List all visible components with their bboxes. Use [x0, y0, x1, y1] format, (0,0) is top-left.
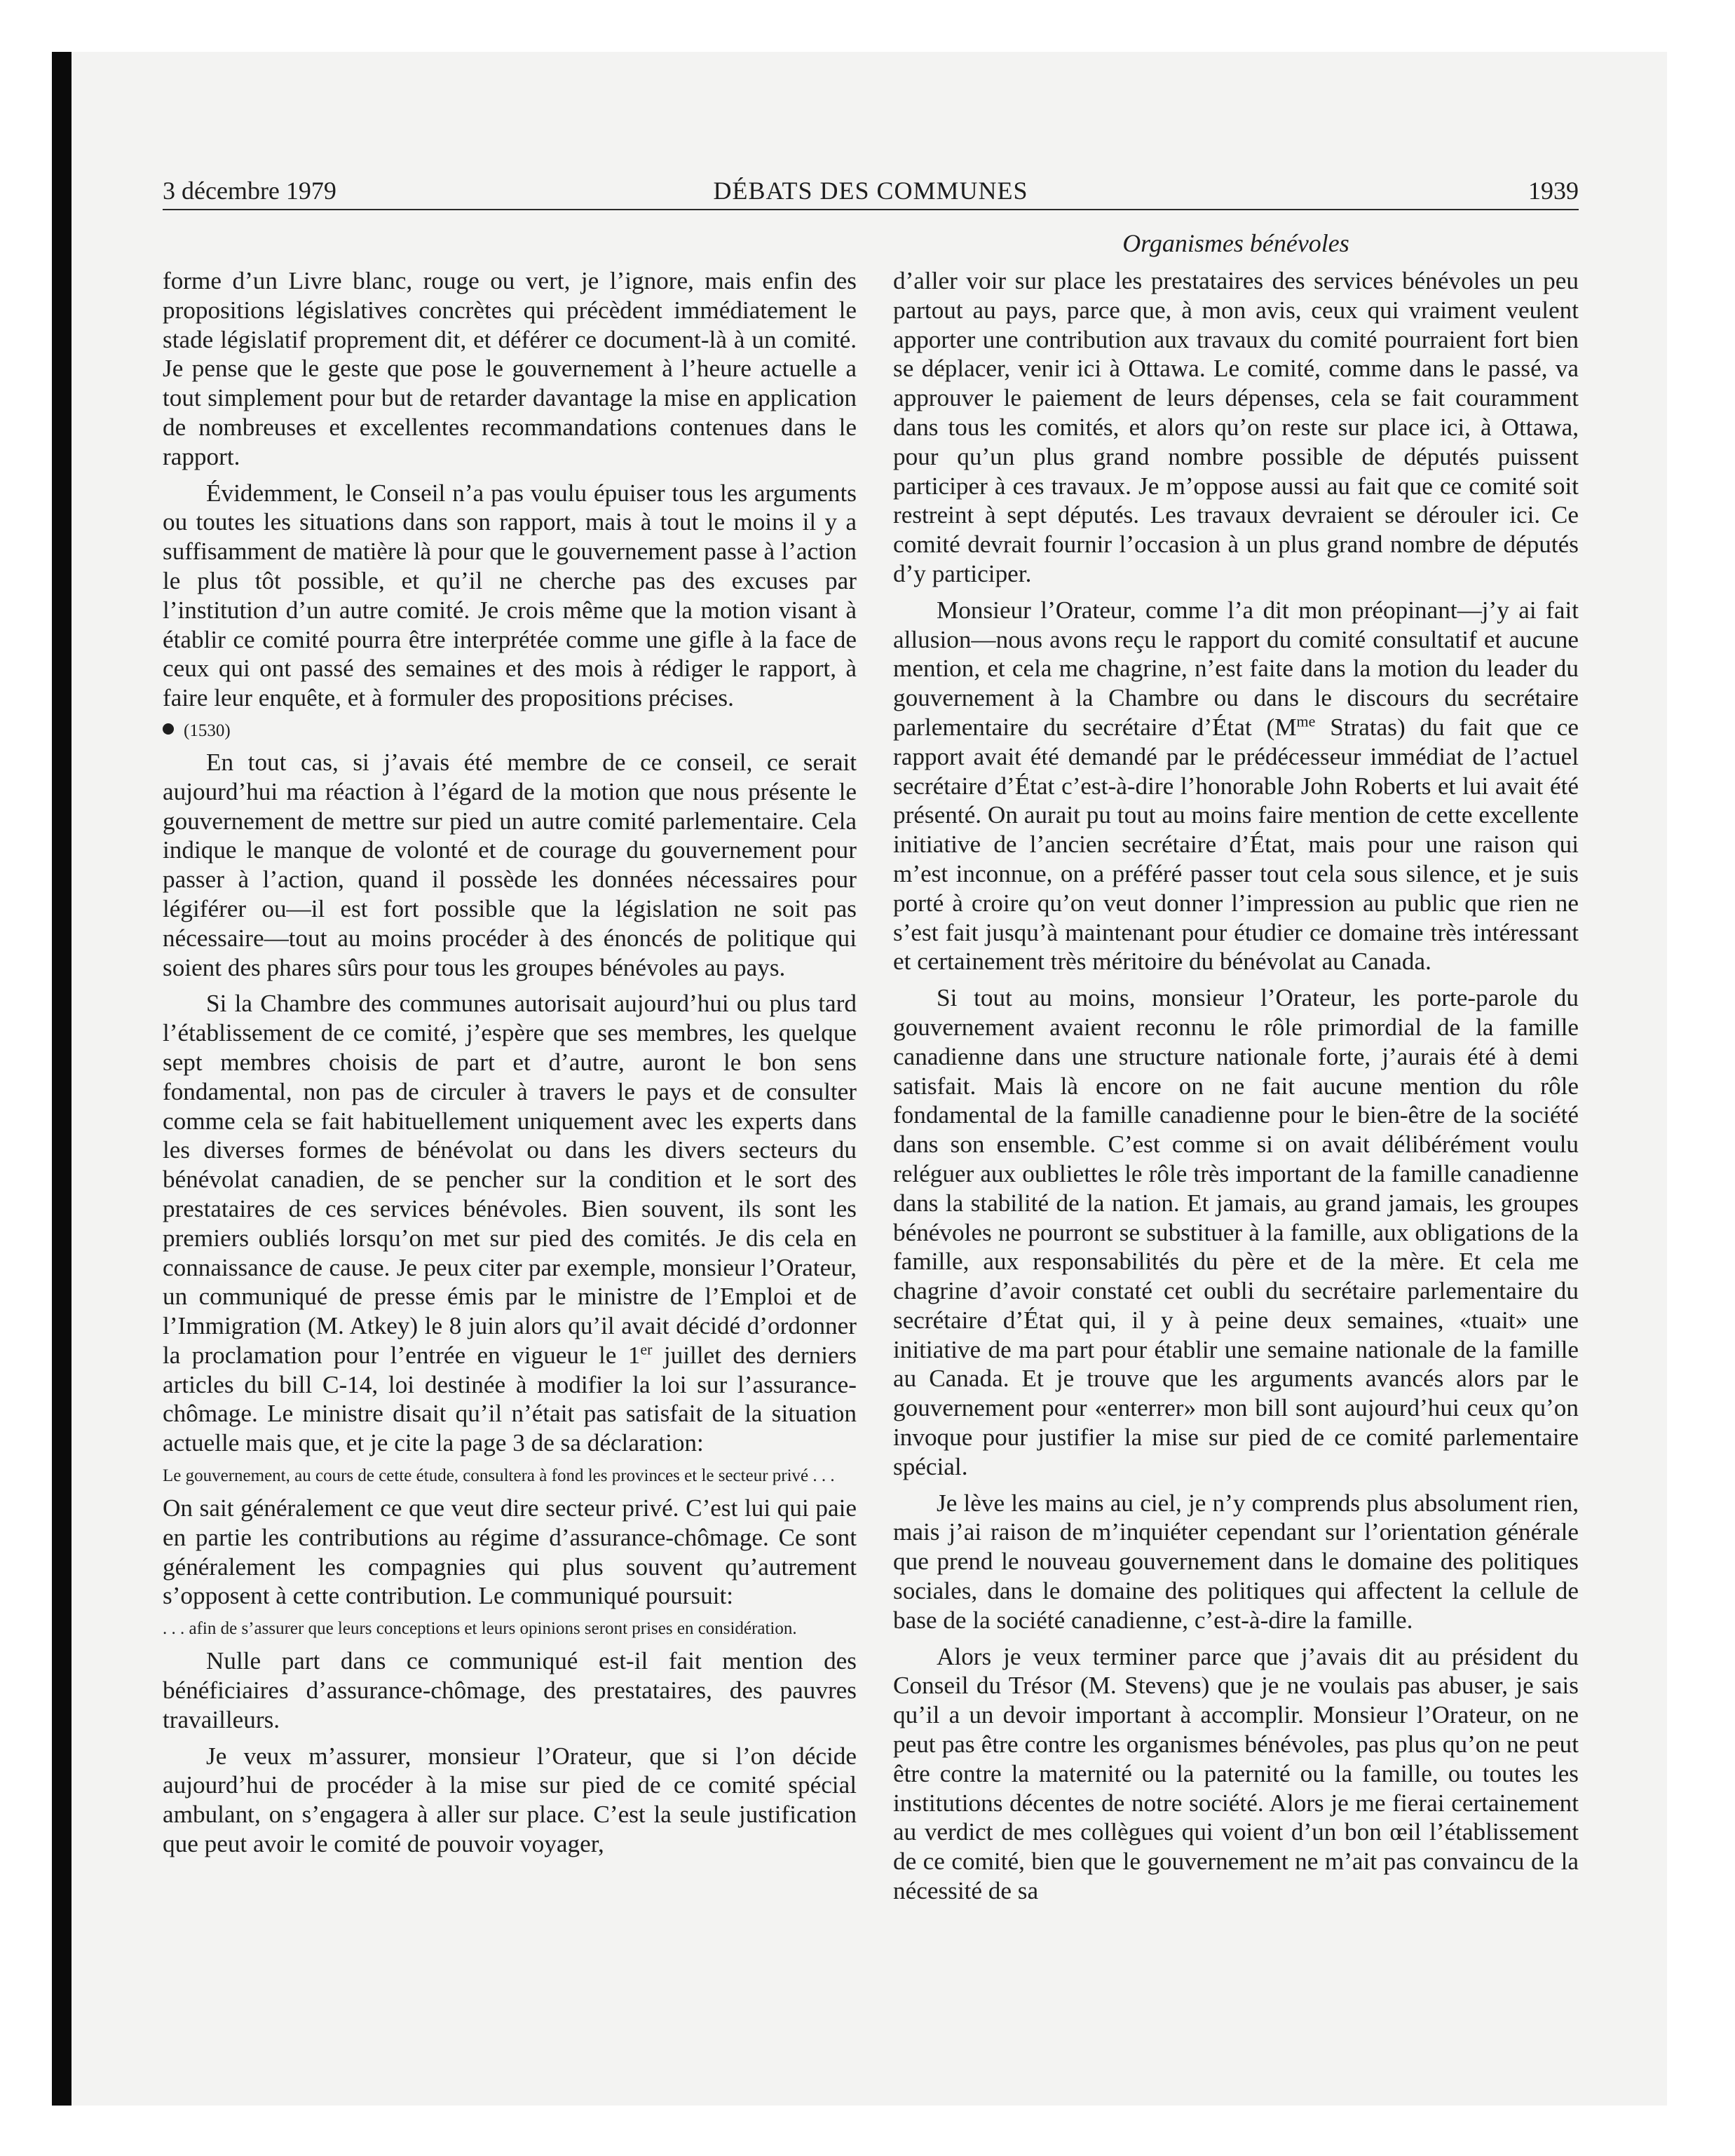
block-quote: Le gouvernement, au cours de cette étude, consultera à fond les provinces et le secteur privé . . . — [163, 1466, 835, 1486]
header-date: 3 décembre 1979 — [163, 177, 336, 205]
paragraph-text: Monsieur l’Orateur, comme l’a dit mon préopinant—j’y ai fait allusion—nous avons reçu le rapport du comité consultatif et aucune mention, et cela me chagrine, n’est faite dans la motion du leader du gouvernement à la Chambre ou dans le discours du secrétaire parlementaire du secrétaire d’État (M — [893, 596, 1579, 741]
superscript: er — [640, 1340, 653, 1358]
right-column — [893, 266, 1579, 2082]
binding-edge — [52, 52, 72, 2106]
paragraph-text: Stratas) du fait que ce rapport avait été demandé par le prédécesseur immédiat de l’actuel secrétaire d’État c’est-à-dire l’honorable John Roberts et lui avait été présenté. On aurait pu tout au moins faire mention de cette excellente initiative de l’ancien secrétaire d’État, mais pour une raison qui m’est inconnue, on a préféré passer tout cela sous silence, et je suis porté à croire qu’on veut donner l’impression au public que rien ne s’est fait jusqu’à maintenant pour étudier ce domaine très intéressant et certainement très méritoire du bénévolat au Canada. — [893, 713, 1579, 976]
paragraph: En tout cas, si j’avais été membre de ce conseil, ce serait aujourd’hui ma réaction à l’égard de la motion que nous présente le gouvernement de mettre sur pied un autre comité parlementaire. Cela indique le manque de volonté et de courage du gouvernement pour passer à l’action, quand il possède les données nécessaires pour légiférer ou—il est fort possible que la législation ne soit pas nécessaire—tout au moins procéder à des énoncés de politique qui soient des phares sûrs pour tous les groupes bénévoles au pays. — [163, 748, 857, 981]
header-title: DÉBATS DES COMMUNES — [713, 177, 1028, 205]
paragraph-text: Si la Chambre des communes autorisait aujourd’hui ou plus tard l’établissement de ce comité, j’espère que ses membres, les quelque sept membres choisis de part et d’autre, auront le bon sens fondamental, non pas de circuler à travers le pays et de consulter comme cela se fait habituellement uniquement avec les experts dans les diverses formes de bénévolat ou dans les divers secteurs du bénévolat canadien, de se pencher sur la condition et le sort des prestataires de ces services bénévoles. Bien souvent, ils sont les premiers oubliés lorsqu’on met sur pied des comités. Je dis cela en connaissance de cause. Je peux citer par exemple, monsieur l’Orateur, un communiqué de presse émis par le ministre de l’Emploi et de l’Immigration (M. Atkey) le 8 juin alors qu’il avait décidé d’ordonner la proclamation pour l’entrée en vigueur le 1 — [163, 990, 857, 1369]
time-marker — [163, 720, 857, 742]
block-quote: . . . afin de s’assurer que leurs conceptions et leurs opinions seront prises en considération. — [163, 1619, 797, 1639]
running-header — [163, 174, 1579, 209]
paragraph: Nulle part dans ce communiqué est-il fait mention des bénéficiaires d’assurance-chômage, des prestataires, des pauvres travailleurs. — [163, 1647, 857, 1733]
paragraph: Je veux m’assurer, monsieur l’Orateur, que si l’on décide aujourd’hui de procéder à la mise sur pied de ce comité spécial ambulant, on s’engagera à aller sur place. C’est la seule justification que peut avoir le comité de pouvoir voyager, — [163, 1742, 857, 1858]
paragraph: d’aller voir sur place les prestataires des services bénévoles un peu partout au pays, parce que, à mon avis, ceux qui vraiment veulent apporter une contribution aux travaux du comité pourraient fort bien se déplacer, venir ici à Ottawa. Le comité, comme dans le passé, va approuver le paiement de leurs dépenses, cela se fait couramment dans tous les comités, et alors qu’on reste sur place ici, à Ottawa, pour qu’un plus grand nombre possible de députés puissent participer à ces travaux. Je m’oppose aussi au fait que ce comité soit restreint à sept députés. Les travaux devraient se dérouler ici. Ce comité devrait fournir l’occasion à un plus grand nombre de députés d’y participer. — [893, 267, 1579, 587]
paragraph — [163, 989, 857, 1458]
section-title: Organismes bénévoles — [1122, 229, 1349, 257]
paragraph: Alors je veux terminer parce que j’avais dit au président du Conseil du Trésor (M. Stevens) que je ne voulais pas abuser, je sais qu’il a un devoir important à accomplir. Monsieur l’Orateur, on ne peut pas être contre les organismes bénévoles, pas plus qu’on ne peut être contre la maternité ou la paternité ou la famille, ou toutes les institutions décentes de notre société. Alors je me fierai certainement au verdict de mes collègues qui voient d’un bon œil l’établissement de ce comité, bien que le gouvernement ne m’ait pas convaincu de la nécessité de sa — [893, 1642, 1579, 1905]
paragraph-text: juillet des derniers articles du bill C-14, loi destinée à modifier la loi sur l’assurance-chômage. Le ministre disait qu’il n’était pas satisfait de la situation actuelle mais que, et je cite la page 3 de sa déclaration: — [163, 1341, 857, 1457]
left-column — [163, 266, 857, 2082]
paragraph: forme d’un Livre blanc, rouge ou vert, je l’ignore, mais enfin des propositions législatives concrètes qui précèdent immédiatement le stade législatif proprement dit, et déférer ce document-là à un comité. Je pense que le geste que pose le gouvernement à l’heure actuelle a tout simplement pour but de retarder davantage la mise en application de nombreuses et excellentes recommandations contenues dans le rapport. — [163, 267, 857, 470]
header-rule — [163, 209, 1579, 210]
paragraph: Si tout au moins, monsieur l’Orateur, les porte-parole du gouvernement avaient reconnu le rôle primordial de la famille canadienne dans une structure nationale forte, j’aurais été à demi satisfait. Mais là encore on ne fait aucune mention du rôle fondamental de la famille canadienne pour le bien-être de la société dans son ensemble. C’est comme si on avait délibérément voulu reléguer aux oubliettes le rôle très important de la famille canadienne dans la stabilité de la nation. Et jamais, au grand jamais, les groupes bénévoles ne pourront se substituer à la famille, aux obligations de la famille, aux responsabilités du père et de la mère. Et cela me chagrine d’avoir constaté cet oubli du secrétaire parlementaire du secrétaire d’État qui, il y à peine deux semaines, «tuait» une initiative de ma part pour établir une semaine nationale de la famille au Canada. Et je trouve que les arguments avancés alors par le gouvernement pour «enterrer» mon bill sont aujourd’hui ceux qu’on invoque pour justifier la mise sur pied de ce comité parlementaire spécial. — [893, 984, 1579, 1480]
time-marker-label: (1530) — [184, 721, 231, 740]
paragraph — [893, 596, 1579, 976]
paragraph: Je lève les mains au ciel, je n’y comprends plus absolument rien, mais j’ai raison de m’inquiéter cependant sur l’orientation générale que prend le nouveau gouvernement dans le domaine des politiques sociales, dans le domaine des politiques qui affectent la cellule de base de la société canadienne, c’est-à-dire la famille. — [893, 1489, 1579, 1634]
superscript: me — [1296, 712, 1316, 730]
paragraph: On sait généralement ce que veut dire secteur privé. C’est lui qui paie en partie les contributions au régime d’assurance-chômage. Ce sont généralement les compagnies qui plus souvent qu’autrement s’opposent à cette contribution. Le communiqué poursuit: — [163, 1494, 857, 1610]
paragraph: Évidemment, le Conseil n’a pas voulu épuiser tous les arguments ou toutes les situations dans son rapport, mais à tout le moins il y a suffisamment de matière là pour que le gouvernement passe à l’action le plus tôt possible, et qu’il ne cherche pas des excuses par l’institution d’un autre comité. Je crois même que la motion visant à établir ce comité pourra être interprétée comme une gifle à la face de ceux qui ont passé des semaines et des mois à rédiger le rapport, à faire leur enquête, et à formuler des propositions précises. — [163, 479, 857, 712]
page-number: 1939 — [1528, 177, 1579, 205]
bullet-icon — [163, 723, 174, 735]
